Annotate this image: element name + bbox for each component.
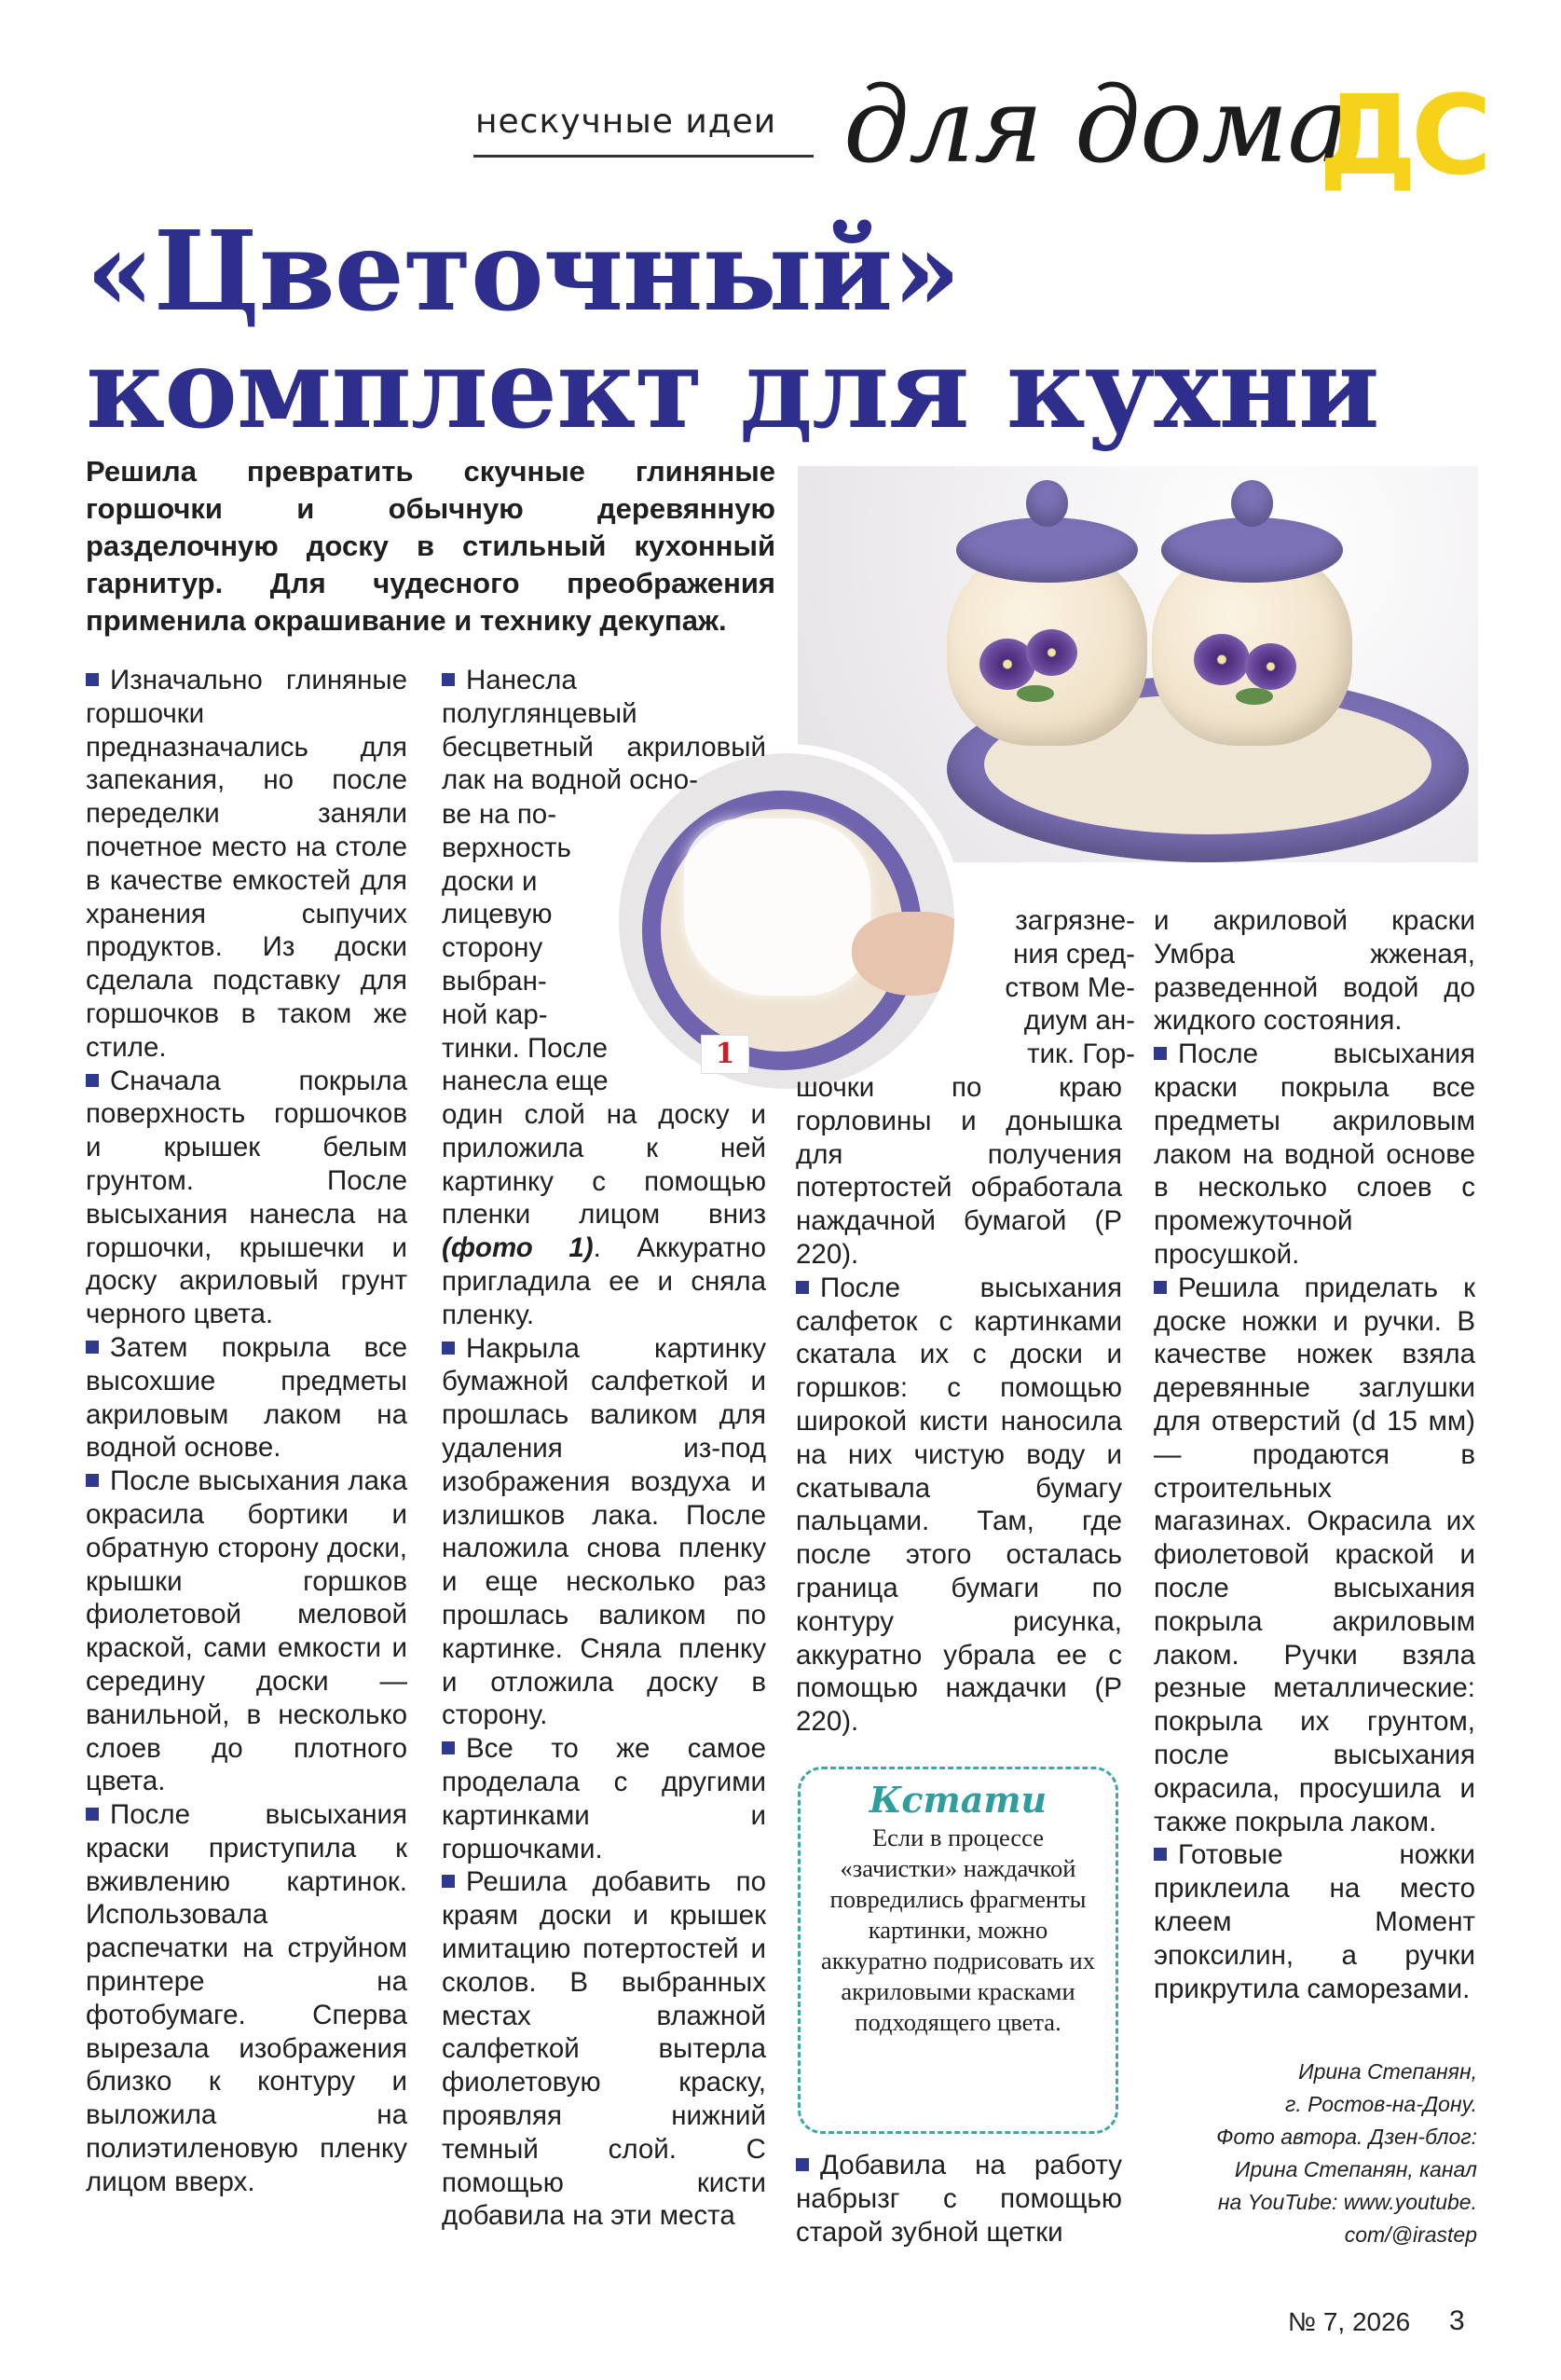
photo-credit: Фото автора. Дзен-блог: (1216, 2125, 1477, 2149)
paragraph: шочки по краю горловины и донышка для получения потертостей обработала наждачной бумагой (Р 220). (796, 1072, 1122, 1270)
author-name: Ирина Степанян, (1298, 2059, 1477, 2084)
channel-credit: Ирина Степанян, канал (1234, 2157, 1477, 2181)
text-line: диум ан- (1023, 1005, 1135, 1037)
photo-lid-left (956, 517, 1138, 583)
text-column-3 (796, 1071, 1122, 1739)
photo-1-film (684, 819, 870, 996)
paragraph: и акриловой краски Умбра жженая, разведенной водой до жидкого состояния. (1154, 905, 1475, 1037)
author-city: г. Ростов-на-Дону. (1285, 2092, 1477, 2116)
text-line: ве на по- (442, 799, 557, 830)
photo-knob-right (1231, 480, 1273, 527)
paragraph: Затем покрыла все высохшие предметы акриловым лаком на водной основе. (86, 1331, 407, 1464)
photo-pansy (1245, 643, 1296, 690)
text-line: тик. Гор- (1027, 1039, 1135, 1070)
bullet-square-icon (86, 1474, 99, 1487)
paragraph: Решила добавить по краям доски и крышек имитацию потертостей и сколов. В выбранных местах влажной салфеткой вытерла фиолетовую краску, проявляя нижний темный слой. С помощью кисти добавила на эти места (442, 1866, 766, 2232)
paragraph: Накрыла картинку бумажной салфеткой и прошлась валиком для удаления из-под изображения воздуха и излишков лака. После наложила снова пленку и еще несколько раз прошлась валиком по картинке. Сняла пленку и отложила доску в сторону. (442, 1332, 766, 1731)
youtube-link-part-1[interactable]: на YouTube: www.youtube. (1217, 2190, 1477, 2214)
headline-line-2: комплект для кухни (86, 323, 1379, 453)
article-headline (86, 206, 1484, 453)
paragraph: Сначала покрыла поверхность горшочков и крышек белым грунтом. После высыхания нанесла на горшочки, крышечки и доску акриловый грунт черного цвета. (86, 1065, 407, 1330)
paragraph: После высыхания краски приступила к вживлению картинок. Использовала распечатки на струйном принтере на фотобумаге. Сперва вырезала изображения близко к контуру и выложила на полиэтиленовую пленку лицом вверх. (86, 1799, 407, 2197)
paragraph: После высыхания краски покрыла все предметы акриловым лаком на водной основе в несколько слоев с промежуточной просушкой. (1154, 1039, 1475, 1270)
bullet-square-icon (442, 673, 455, 686)
photo-pansy (1194, 634, 1250, 685)
text-column-2-narrow (442, 798, 619, 1098)
paragraph: После высыхания лака окрасила бортики и обратную сторону доски, крышки горшков фиолетовой меловой краской, сами емкости и середину доски — ванильной, в несколько слоев до плотного цвета. (86, 1465, 407, 1797)
bullet-square-icon (1154, 1848, 1167, 1861)
bullet-square-icon (796, 2158, 809, 2171)
bullet-square-icon (442, 1741, 455, 1754)
text-line: выбран- (442, 965, 547, 997)
tip-box-title: Кстати (869, 1779, 1048, 1821)
photo-reference: (фото 1) (442, 1232, 594, 1264)
tip-box-text: Если в процессе «зачистки» наждачкой повредились фрагменты картинки, можно аккуратно подрисовать их акриловыми красками подходящего цвета. (821, 1823, 1095, 2036)
bullet-square-icon (86, 1341, 99, 1354)
text-line: загрязне- (1015, 905, 1135, 936)
bullet-square-icon (86, 1808, 99, 1821)
paragraph: Решила приделать к доске ножки и ручки. В качестве ножек взяла деревянные заглушки для отверстий (d 15 мм) — продаются в строительных магазинах. Окрасила их фиолетовой краской и после высыхания покрыла акриловым лаком. Ручки взяла резные металлические: покрыла их грунтом, после высыхания окрасила, просушила и также покрыла лаком. (1154, 1272, 1475, 1837)
paragraph: Все то же самое проделала с другими картинками и горшочками. (442, 1733, 766, 1864)
brand-logo: ДС (1319, 71, 1486, 199)
photo-lid-right (1161, 517, 1343, 583)
paragraph: Добавила на работу набрызг с помощью старой зубной щетки (796, 2150, 1122, 2248)
text-line: сторону (442, 932, 543, 964)
text-column-4 (1154, 904, 1475, 2005)
paragraph: Нанесла полуглянцевый бесцветный акриловый лак на водной осно- (442, 665, 766, 796)
paragraph: один слой на доску и приложила к ней картинку с помощью пленки лицом вниз (фото 1). Аккуратно пригладила ее и сняла пленку. (442, 1099, 766, 1330)
text-line: нанесла еще (442, 1066, 609, 1097)
text-column-1 (86, 664, 407, 2199)
rubric-underline (473, 155, 814, 158)
page-number: 3 (1449, 2305, 1465, 2336)
text-line: тинки. После (442, 1032, 609, 1064)
headline-line-1: «Цветочный» (86, 206, 960, 336)
text-line: лицевую (442, 899, 553, 930)
photo-leaf (1017, 685, 1054, 702)
text-line: ния сред- (1013, 938, 1135, 970)
text-line: ной кар- (442, 998, 548, 1030)
photo-pansy (1026, 629, 1077, 676)
text-line: верхность (442, 832, 571, 863)
issue-number: № 7, 2026 (1288, 2307, 1411, 2336)
rubric-label: нескучные идеи (475, 103, 777, 141)
article-lead: Решила превратить скучные глиняные горшочки и обычную деревянную разделочную доску в стильный кухонный гарнитур. Для чудесного преображения применила окрашивание и технику декупаж. (86, 455, 775, 637)
text-line: ством Ме- (1005, 971, 1135, 1003)
text-line: доски и (442, 865, 538, 897)
photo-1-circle (619, 753, 954, 1089)
photo-leaf (1236, 688, 1273, 705)
bullet-square-icon (86, 1074, 99, 1087)
bullet-square-icon (86, 673, 99, 686)
photo-knob-left (1026, 480, 1068, 527)
author-credits (1146, 2056, 1477, 2251)
text-column-3-bottom (796, 2149, 1122, 2249)
bullet-square-icon (796, 1281, 809, 1294)
bullet-square-icon (1154, 1047, 1167, 1060)
bullet-square-icon (442, 1875, 455, 1888)
paragraph: После высыхания салфеток с картинками скатала их с доски и горшков: с помощью широкой кисти наносила на них чистую воду и скатывала бумагу пальцами. Там, где после этого осталась граница бумаги по контуру рисунка, аккуратно убрала ее с помощью наждачки (Р 220). (796, 1272, 1122, 1738)
text-column-2-bottom (442, 1098, 766, 2233)
bullet-square-icon (1154, 1281, 1167, 1294)
text-column-2-top (442, 664, 766, 797)
text-column-3-narrow (960, 904, 1135, 1071)
photo-1-number: 1 (701, 1035, 749, 1074)
youtube-link-part-2[interactable]: com/@irastep (1344, 2222, 1477, 2247)
paragraph: Готовые ножки приклеила на место клеем Момент эпоксилин, а ручки прикрутила саморезами. (1154, 1839, 1475, 2004)
paragraph: Изначально глиняные горшочки предназначались для запекания, но после переделки заняли почетное место на столе в качестве емкостей для хранения сыпучих продуктов. Из доски сделала подставку для горшочков в таком же стиле. (86, 665, 407, 1063)
section-title: для дома (843, 65, 1349, 186)
tip-box (798, 1767, 1118, 2134)
bullet-square-icon (442, 1341, 455, 1355)
